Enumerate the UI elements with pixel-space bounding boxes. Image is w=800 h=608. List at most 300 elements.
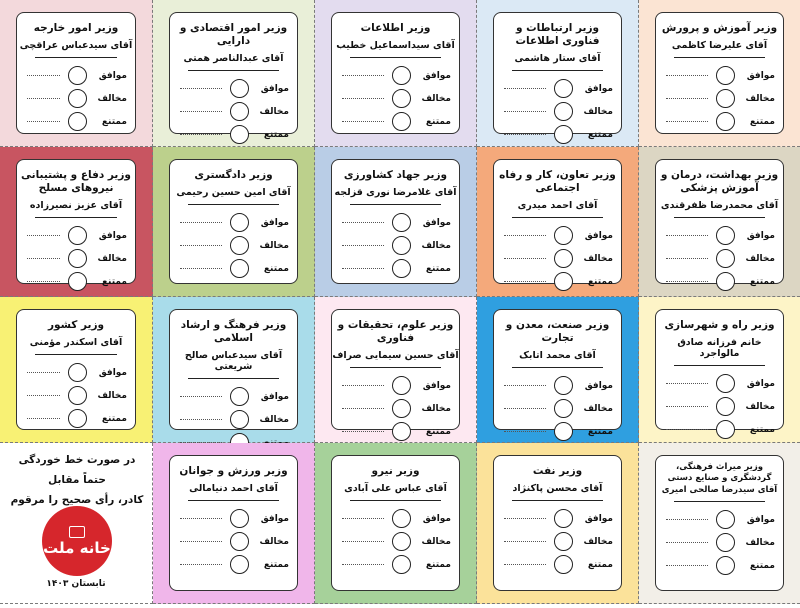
vote-circle[interactable]: [230, 125, 249, 144]
vote-options: [17, 64, 135, 133]
vote-option-label: موافق: [746, 514, 775, 525]
vote-option-label: ممتنع: [263, 559, 289, 570]
dotted-line: [504, 88, 546, 89]
vote-circle[interactable]: [716, 249, 735, 268]
vote-option-label: ممتنع: [263, 129, 289, 140]
vote-option-label: موافق: [422, 70, 451, 81]
ballot-card: [16, 159, 136, 287]
dotted-line: [180, 396, 222, 397]
vote-option-label: مخالف: [97, 253, 127, 264]
vote-option-abstain[interactable]: [332, 553, 459, 576]
vote-option-disagree[interactable]: [332, 397, 459, 420]
ballot-card: [169, 12, 298, 140]
vote-circle[interactable]: [68, 66, 87, 85]
minister-name: آقای محسن پاکنژاد: [512, 483, 603, 495]
separator-line: [35, 57, 117, 58]
vote-option-disagree[interactable]: [494, 530, 621, 553]
separator-line: [512, 217, 603, 218]
dotted-line: [504, 408, 546, 409]
vote-options: [494, 507, 621, 576]
dotted-line: [180, 222, 222, 223]
vote-option-agree[interactable]: [170, 211, 297, 234]
vote-option-disagree[interactable]: [17, 384, 135, 407]
vote-option-abstain[interactable]: [656, 418, 783, 441]
vote-option-disagree[interactable]: [17, 87, 135, 110]
minister-ballot-cell: [315, 147, 477, 297]
dotted-line: [342, 541, 384, 542]
minister-title: وزیر آموزش و پرورش: [661, 22, 778, 34]
minister-title: وزیر ارتباطات و فناوری اطلاعات: [515, 22, 600, 48]
vote-circle[interactable]: [554, 532, 573, 551]
separator-line: [188, 378, 279, 379]
minister-title: وزیر راه و شهرسازی: [664, 319, 775, 331]
vote-option-agree[interactable]: [17, 64, 135, 87]
vote-option-label: مخالف: [745, 401, 775, 412]
separator-line: [350, 500, 441, 501]
vote-option-label: موافق: [422, 380, 451, 391]
ballot-card: [655, 309, 784, 435]
separator-line: [512, 70, 603, 71]
dotted-line: [666, 235, 708, 236]
dotted-line: [342, 408, 384, 409]
minister-title: وزیر میراث فرهنگی، گردشگری و صنایع دستی: [667, 462, 772, 483]
vote-option-disagree[interactable]: [656, 247, 783, 270]
vote-option-label: ممتنع: [101, 413, 127, 424]
minister-name: آقای عبدالناصر همتی: [183, 53, 284, 65]
dotted-line: [666, 75, 708, 76]
dotted-line: [342, 385, 384, 386]
minister-ballot-cell: [315, 297, 477, 443]
vote-circle[interactable]: [716, 510, 735, 529]
separator-line: [512, 500, 603, 501]
minister-name: آقای ستار هاشمی: [514, 53, 601, 65]
vote-option-label: مخالف: [97, 93, 127, 104]
vote-option-label: مخالف: [259, 240, 289, 251]
vote-option-abstain[interactable]: [494, 420, 621, 443]
ballot-card: [493, 455, 622, 591]
vote-option-label: ممتنع: [263, 263, 289, 274]
vote-option-label: ممتنع: [425, 426, 451, 437]
vote-circle[interactable]: [392, 236, 411, 255]
minister-title: وزیر صنعت، معدن و تجارت: [505, 319, 610, 345]
dotted-line: [666, 98, 708, 99]
vote-option-agree[interactable]: [332, 211, 459, 234]
vote-option-label: مخالف: [583, 403, 613, 414]
vote-circle[interactable]: [392, 213, 411, 232]
separator-line: [35, 354, 117, 355]
minister-title: وزیر ورزش و جوانان: [179, 465, 288, 477]
minister-title: وزیر فرهنگ و ارشاد اسلامی: [180, 319, 287, 345]
dotted-line: [504, 281, 546, 282]
vote-option-disagree[interactable]: [494, 247, 621, 270]
vote-option-abstain[interactable]: [656, 554, 783, 577]
vote-option-agree[interactable]: [170, 385, 297, 408]
minister-ballot-cell: [0, 0, 153, 147]
vote-circle[interactable]: [68, 112, 87, 131]
vote-circle[interactable]: [716, 112, 735, 131]
vote-circle[interactable]: [716, 556, 735, 575]
ballot-card: [169, 309, 298, 430]
vote-circle[interactable]: [230, 102, 249, 121]
vote-option-label: موافق: [98, 70, 127, 81]
vote-circle[interactable]: [554, 125, 573, 144]
dotted-line: [180, 134, 222, 135]
vote-option-label: مخالف: [97, 390, 127, 401]
ballot-card: [169, 159, 298, 284]
vote-option-label: ممتنع: [587, 426, 613, 437]
dotted-line: [666, 258, 708, 259]
dotted-line: [180, 564, 222, 565]
vote-option-disagree[interactable]: [656, 395, 783, 418]
vote-option-label: موافق: [584, 513, 613, 524]
minister-ballot-cell: [639, 443, 800, 604]
vote-option-agree[interactable]: [170, 77, 297, 100]
vote-circle[interactable]: [554, 272, 573, 291]
vote-circle[interactable]: [68, 226, 87, 245]
vote-option-disagree[interactable]: [494, 100, 621, 123]
vote-circle[interactable]: [392, 399, 411, 418]
minister-ballot-cell: [315, 0, 477, 147]
ballot-card: [493, 159, 622, 287]
vote-options: [332, 374, 459, 443]
vote-circle[interactable]: [554, 226, 573, 245]
vote-option-disagree[interactable]: [17, 247, 135, 270]
emblem-icon: [69, 526, 85, 538]
vote-options: [494, 374, 621, 443]
minister-ballot-cell: [477, 147, 639, 297]
vote-option-label: مخالف: [421, 93, 451, 104]
vote-option-abstain[interactable]: [332, 420, 459, 443]
instruction-cell: [0, 443, 153, 604]
ballot-card: [493, 309, 622, 437]
vote-circle[interactable]: [230, 555, 249, 574]
dotted-line: [342, 268, 384, 269]
vote-circle[interactable]: [392, 259, 411, 278]
vote-options: [656, 64, 783, 133]
vote-option-label: موافق: [746, 70, 775, 81]
vote-option-agree[interactable]: [170, 507, 297, 530]
vote-circle[interactable]: [554, 509, 573, 528]
vote-circle[interactable]: [554, 555, 573, 574]
ballot-card: [16, 309, 136, 430]
vote-option-abstain[interactable]: [494, 270, 621, 293]
dotted-line: [27, 98, 60, 99]
minister-name: آقای سیدعباس عراقچی: [19, 40, 133, 52]
vote-option-label: مخالف: [583, 106, 613, 117]
vote-option-abstain[interactable]: [332, 257, 459, 280]
vote-option-abstain[interactable]: [170, 257, 297, 280]
vote-circle[interactable]: [68, 89, 87, 108]
dotted-line: [342, 121, 384, 122]
vote-options: [332, 64, 459, 133]
vote-option-label: ممتنع: [101, 116, 127, 127]
minister-ballot-cell: [315, 443, 477, 604]
dotted-line: [666, 542, 708, 543]
vote-circle[interactable]: [716, 66, 735, 85]
minister-name: آقای اسکندر مؤمنی: [29, 337, 123, 349]
dotted-line: [666, 281, 708, 282]
vote-option-abstain[interactable]: [170, 553, 297, 576]
vote-option-disagree[interactable]: [170, 100, 297, 123]
dotted-line: [666, 406, 708, 407]
minister-name: آقای حسین سیمایی صراف: [332, 350, 459, 362]
vote-options: [494, 224, 621, 293]
vote-options: [170, 211, 297, 280]
minister-ballot-cell: [639, 147, 800, 297]
vote-circle[interactable]: [230, 387, 249, 406]
vote-option-agree[interactable]: [494, 507, 621, 530]
ballot-card: [655, 455, 784, 591]
vote-option-abstain[interactable]: [332, 110, 459, 133]
dotted-line: [342, 75, 384, 76]
dotted-line: [504, 134, 546, 135]
vote-option-label: ممتنع: [101, 276, 127, 287]
vote-option-agree[interactable]: [17, 224, 135, 247]
vote-option-label: ممتنع: [749, 276, 775, 287]
minister-title: وزیر نیرو: [371, 465, 420, 477]
ballot-card: [16, 12, 136, 134]
vote-option-label: موافق: [260, 513, 289, 524]
vote-circle[interactable]: [230, 79, 249, 98]
minister-title: وزیر کشور: [47, 319, 105, 331]
vote-circle[interactable]: [68, 272, 87, 291]
dotted-line: [27, 372, 60, 373]
vote-circle[interactable]: [716, 420, 735, 439]
parliament-logo: [42, 506, 112, 576]
vote-option-agree[interactable]: [656, 372, 783, 395]
vote-circle[interactable]: [392, 89, 411, 108]
vote-option-agree[interactable]: [17, 361, 135, 384]
logo-text: خانه ملت: [43, 539, 111, 557]
dotted-line: [180, 518, 222, 519]
minister-title: وزیر دفاع و پشتیبانی نیروهای مسلح: [21, 169, 131, 195]
vote-options: [17, 361, 135, 430]
vote-option-label: ممتنع: [587, 276, 613, 287]
dotted-line: [27, 418, 60, 419]
vote-circle[interactable]: [716, 226, 735, 245]
vote-option-label: مخالف: [745, 93, 775, 104]
vote-option-agree[interactable]: [332, 374, 459, 397]
ballot-card: [655, 12, 784, 134]
vote-option-disagree[interactable]: [170, 530, 297, 553]
vote-circle[interactable]: [230, 532, 249, 551]
vote-options: [170, 77, 297, 146]
vote-option-abstain[interactable]: [17, 270, 135, 293]
vote-option-label: موافق: [584, 83, 613, 94]
vote-circle[interactable]: [392, 66, 411, 85]
vote-option-abstain[interactable]: [656, 270, 783, 293]
dotted-line: [342, 222, 384, 223]
minister-ballot-cell: [0, 297, 153, 443]
dotted-line: [504, 518, 546, 519]
minister-ballot-cell: [639, 0, 800, 147]
minister-name: آقای غلامرضا نوری قزلجه: [334, 187, 457, 199]
vote-option-label: مخالف: [421, 536, 451, 547]
vote-circle[interactable]: [716, 397, 735, 416]
vote-options: [170, 507, 297, 576]
dotted-line: [666, 565, 708, 566]
separator-line: [674, 365, 765, 366]
vote-circle[interactable]: [554, 249, 573, 268]
dotted-line: [504, 431, 546, 432]
vote-options: [332, 211, 459, 280]
dotted-line: [666, 519, 708, 520]
dotted-line: [180, 419, 222, 420]
vote-option-agree[interactable]: [494, 224, 621, 247]
dotted-line: [180, 541, 222, 542]
vote-option-disagree[interactable]: [494, 397, 621, 420]
vote-option-disagree[interactable]: [332, 87, 459, 110]
ballot-card: [331, 309, 460, 437]
vote-circle[interactable]: [716, 89, 735, 108]
separator-line: [188, 204, 279, 205]
vote-option-disagree[interactable]: [656, 87, 783, 110]
vote-option-label: موافق: [422, 513, 451, 524]
separator-line: [188, 500, 279, 501]
vote-circle[interactable]: [230, 410, 249, 429]
dotted-line: [342, 98, 384, 99]
dotted-line: [666, 121, 708, 122]
minister-ballot-cell: [153, 147, 315, 297]
vote-circle[interactable]: [554, 376, 573, 395]
vote-option-label: موافق: [422, 217, 451, 228]
vote-circle[interactable]: [716, 374, 735, 393]
vote-circle[interactable]: [392, 555, 411, 574]
vote-option-agree[interactable]: [494, 374, 621, 397]
separator-line: [188, 70, 279, 71]
vote-option-label: موافق: [98, 367, 127, 378]
dotted-line: [504, 564, 546, 565]
vote-option-agree[interactable]: [656, 224, 783, 247]
minister-title: وزیر امور خارجه: [33, 22, 119, 34]
minister-name: آقای امین حسین رحیمی: [176, 187, 291, 199]
minister-title: وزیر نفت: [532, 465, 583, 477]
dotted-line: [180, 111, 222, 112]
vote-circle[interactable]: [230, 213, 249, 232]
vote-circle[interactable]: [230, 236, 249, 255]
vote-option-label: ممتنع: [749, 424, 775, 435]
vote-option-disagree[interactable]: [332, 530, 459, 553]
minister-ballot-cell: [153, 443, 315, 604]
vote-circle[interactable]: [230, 509, 249, 528]
vote-option-disagree[interactable]: [170, 408, 297, 431]
vote-option-agree[interactable]: [656, 64, 783, 87]
separator-line: [35, 217, 117, 218]
vote-circle[interactable]: [392, 532, 411, 551]
vote-option-abstain[interactable]: [17, 407, 135, 430]
vote-circle[interactable]: [230, 259, 249, 278]
vote-option-label: موافق: [260, 391, 289, 402]
minister-ballot-cell: [477, 443, 639, 604]
vote-circle[interactable]: [68, 386, 87, 405]
vote-options: [332, 507, 459, 576]
vote-circle[interactable]: [392, 112, 411, 131]
minister-name: آقای محمد اتابک: [519, 350, 596, 362]
vote-option-agree[interactable]: [332, 64, 459, 87]
vote-options: [656, 224, 783, 293]
dotted-line: [504, 385, 546, 386]
dotted-line: [342, 564, 384, 565]
dotted-line: [504, 235, 546, 236]
separator-line: [350, 204, 441, 205]
vote-circle[interactable]: [716, 533, 735, 552]
vote-option-abstain[interactable]: [17, 110, 135, 133]
vote-circle[interactable]: [68, 409, 87, 428]
minister-ballot-cell: [153, 0, 315, 147]
vote-circle[interactable]: [392, 376, 411, 395]
minister-name: آقای سیدعباس صالح شریعتی: [184, 350, 283, 373]
minister-name: آقای احمد دنیامالی: [189, 483, 278, 495]
dotted-line: [342, 518, 384, 519]
vote-option-abstain[interactable]: [494, 123, 621, 146]
vote-option-agree[interactable]: [332, 507, 459, 530]
vote-option-abstain[interactable]: [494, 553, 621, 576]
vote-option-label: موافق: [584, 230, 613, 241]
vote-option-label: موافق: [260, 83, 289, 94]
dotted-line: [342, 245, 384, 246]
vote-circle[interactable]: [68, 249, 87, 268]
minister-name: آقای سیداسماعیل خطیب: [336, 40, 455, 52]
dotted-line: [666, 429, 708, 430]
vote-circle[interactable]: [554, 79, 573, 98]
vote-option-agree[interactable]: [494, 77, 621, 100]
vote-option-label: ممتنع: [587, 559, 613, 570]
dotted-line: [504, 258, 546, 259]
dotted-line: [27, 121, 60, 122]
vote-options: [656, 372, 783, 441]
minister-name: آقای احمد میدری: [517, 200, 598, 212]
vote-option-label: ممتنع: [749, 560, 775, 571]
minister-title: وزیر جهاد کشاورزی: [343, 169, 448, 181]
vote-circle[interactable]: [68, 363, 87, 382]
dotted-line: [27, 281, 60, 282]
minister-title: وزیر اطلاعات: [360, 22, 431, 34]
vote-circle[interactable]: [392, 422, 411, 441]
vote-circle[interactable]: [716, 272, 735, 291]
vote-option-label: مخالف: [583, 253, 613, 264]
vote-option-abstain[interactable]: [656, 110, 783, 133]
vote-option-abstain[interactable]: [170, 123, 297, 146]
minister-title: وزیر علوم، تحقیقات و فناوری: [337, 319, 454, 345]
separator-line: [674, 57, 765, 58]
minister-name: خانم فرزانه صادق مالواجرد: [677, 337, 762, 360]
dotted-line: [27, 258, 60, 259]
vote-option-disagree[interactable]: [170, 234, 297, 257]
vote-option-label: موافق: [260, 217, 289, 228]
vote-options: [17, 224, 135, 293]
vote-option-label: موافق: [746, 230, 775, 241]
vote-option-label: مخالف: [259, 414, 289, 425]
vote-option-label: موافق: [746, 378, 775, 389]
dotted-line: [180, 88, 222, 89]
dotted-line: [180, 268, 222, 269]
minister-name: آقای محمدرضا ظفرقندی: [660, 200, 779, 212]
vote-option-label: ممتنع: [587, 129, 613, 140]
vote-circle[interactable]: [392, 509, 411, 528]
vote-options: [656, 508, 783, 577]
instruction-line-1: در صورت خط خوردگی حتماً مقابل: [18, 454, 136, 486]
issue-date: تابستان ۱۴۰۳: [46, 579, 106, 589]
vote-option-label: مخالف: [745, 253, 775, 264]
minister-title: وزیر دادگستری: [194, 169, 273, 181]
vote-circle[interactable]: [554, 399, 573, 418]
vote-option-disagree[interactable]: [656, 531, 783, 554]
vote-circle[interactable]: [554, 422, 573, 441]
vote-option-agree[interactable]: [656, 508, 783, 531]
vote-option-disagree[interactable]: [332, 234, 459, 257]
vote-circle[interactable]: [554, 102, 573, 121]
ballot-card: [169, 455, 298, 591]
